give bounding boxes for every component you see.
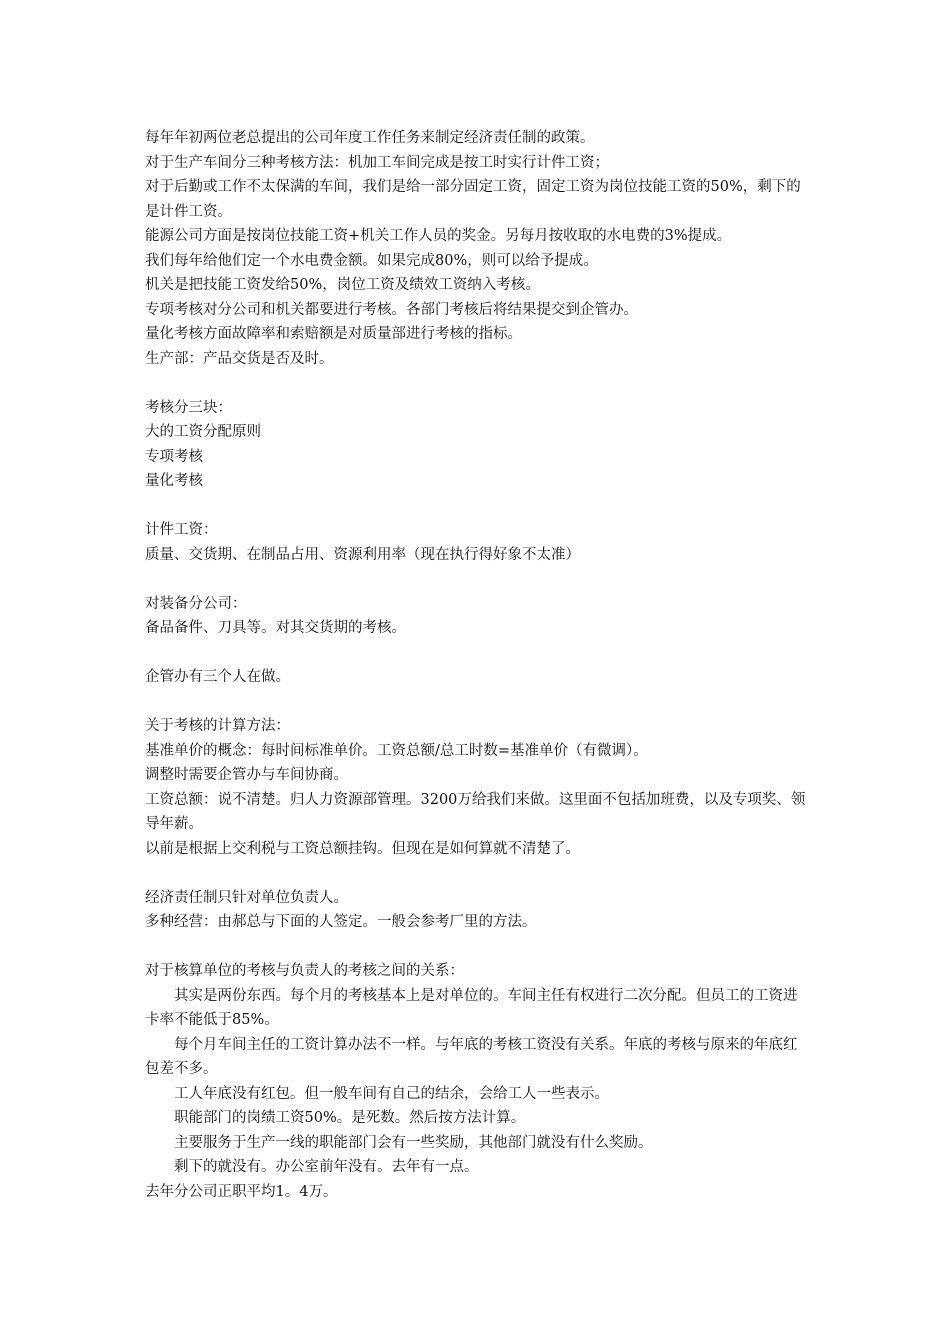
section-heading: 计件工资： <box>145 522 218 538</box>
paragraph: 对于生产车间分三种考核方法：机加工车间完成是按工时实行计件工资； <box>145 154 609 171</box>
paragraph: 其实是两份东西。每个月的考核基本上是对单位的。车间主任有权进行二次分配。但员工的工资进卡率不能低于85%。 <box>145 987 798 1028</box>
paragraph: 对于后勤或工作不太保满的车间，我们是给一部分固定工资，固定工资为岗位技能工资的50%，剩下的是计件工资。 <box>145 179 801 220</box>
blank-line <box>145 567 810 592</box>
paragraph: 能源公司方面是按岗位技能工资+机关工作人员的奖金。另每月按收取的水电费的3%提成。 <box>145 228 732 244</box>
paragraph: 经济责任制只针对单位负责人。 <box>145 889 348 906</box>
paragraph: 工人年底没有红包。但一般车间有自己的结余，会给工人一些表示。 <box>174 1085 609 1102</box>
section-heading: 考核分三块： <box>145 399 232 416</box>
document-body <box>145 126 810 1204</box>
paragraph: 每年年初两位老总提出的公司年度工作任务来制定经济责任制的政策。 <box>145 130 595 146</box>
blank-line <box>145 641 810 666</box>
list-item: 量化考核 <box>145 473 203 489</box>
paragraph: 主要服务于生产一线的职能部门会有一些奖励，其他部门就没有什么奖励。 <box>174 1134 653 1151</box>
paragraph: 调整时需要企管办与车间协商。 <box>145 767 348 783</box>
paragraph: 机关是把技能工资发给50%，岗位工资及绩效工资纳入考核。 <box>145 277 540 293</box>
blank-line <box>145 371 810 396</box>
list-item: 大的工资分配原则 <box>145 424 261 440</box>
list-item: 专项考核 <box>145 448 203 465</box>
paragraph: 量化考核方面故障率和索赔额是对质量部进行考核的指标。 <box>145 326 522 342</box>
blank-line <box>145 935 810 960</box>
section-heading: 对装备分公司： <box>145 595 247 612</box>
paragraph: 每个月车间主任的工资计算办法不一样。与年底的考核工资没有关系。年底的考核与原来的年底红包差不多。 <box>145 1036 798 1077</box>
blank-line <box>145 690 810 715</box>
paragraph: 质量、交货期、在制品占用、资源利用率（现在执行得好象不太准） <box>145 546 580 563</box>
paragraph: 去年分公司正职平均1。4万。 <box>145 1183 338 1200</box>
paragraph: 生产部：产品交货是否及时。 <box>145 350 334 367</box>
paragraph: 多种经营：由郝总与下面的人签定。一般会参考厂里的方法。 <box>145 914 537 930</box>
paragraph: 工资总额：说不清楚。归人力资源部管理。3200万给我们来做。这里面不包括加班费，以及专项奖、领导年薪。 <box>145 791 806 832</box>
paragraph: 备品备件、刀具等。对其交货期的考核。 <box>145 620 406 636</box>
paragraph: 专项考核对分公司和机关都要进行考核。各部门考核后将结果提交到企管办。 <box>145 301 638 318</box>
paragraph: 剩下的就没有。办公室前年没有。去年有一点。 <box>174 1159 479 1175</box>
paragraph: 企管办有三个人在做。 <box>145 669 290 685</box>
paragraph: 以前是根据上交利税与工资总额挂钩。但现在是如何算就不清楚了。 <box>145 840 580 857</box>
paragraph: 职能部门的岗绩工资50%。是死数。然后按方法计算。 <box>174 1110 526 1126</box>
blank-line <box>145 861 810 886</box>
blank-line <box>145 494 810 519</box>
paragraph: 我们每年给他们定一个水电费金额。如果完成80%，则可以给予提成。 <box>145 252 598 269</box>
section-heading: 对于核算单位的考核与负责人的考核之间的关系： <box>145 963 464 979</box>
section-heading: 关于考核的计算方法： <box>145 718 290 734</box>
paragraph: 基准单价的概念：每时间标准单价。工资总额/总工时数=基准单价（有微调）。 <box>145 742 648 759</box>
